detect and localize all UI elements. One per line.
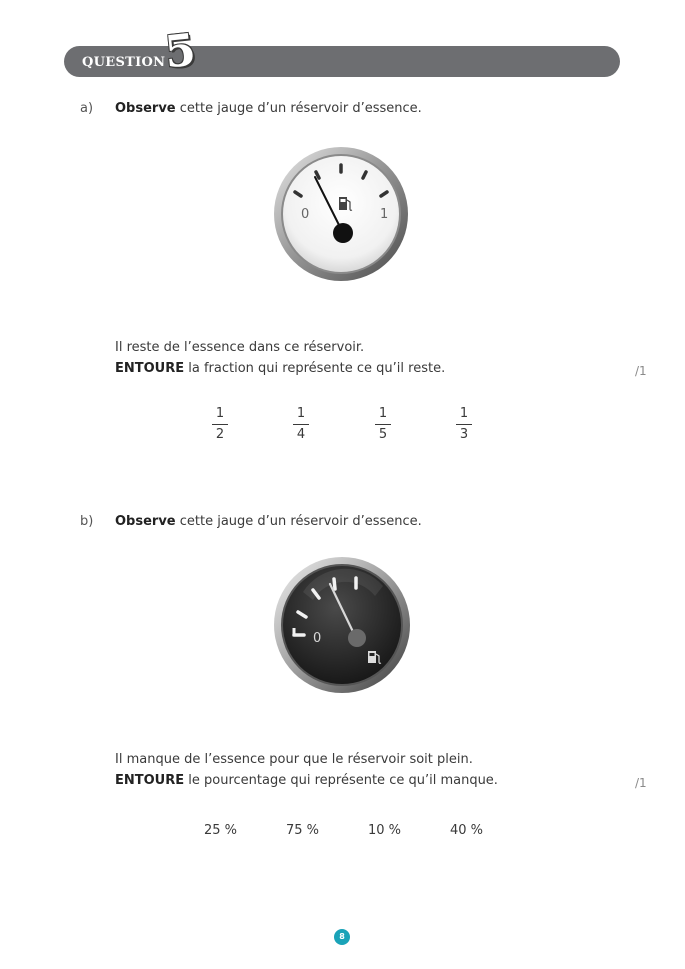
fuel-gauge-a — [273, 145, 409, 283]
fraction-choice-half[interactable] — [210, 406, 230, 442]
gauge-a-label-full: 1 — [380, 207, 389, 222]
part-b-instruction-rest: le pourcentage qui représente ce qu’il manque. — [184, 773, 498, 788]
part-a-intro-bold: Observe — [115, 101, 176, 116]
fraction-numerator: 1 — [378, 406, 388, 421]
fraction-denominator: 4 — [296, 426, 306, 442]
percent-choice-40[interactable]: 40 % — [450, 823, 484, 838]
fuel-gauge-b — [273, 556, 411, 694]
fraction-choice-third[interactable] — [454, 406, 474, 442]
part-a-intro — [115, 101, 422, 116]
part-a-intro-rest: cette jauge d’un réservoir d’essence. — [175, 101, 422, 116]
part-a-instruction-bold: ENTOURE — [115, 361, 185, 376]
part-b-letter: b) — [80, 514, 94, 529]
question-number: 5 — [162, 24, 199, 79]
percent-choice-75[interactable]: 75 % — [286, 823, 320, 838]
percent-choice-25[interactable]: 25 % — [204, 823, 238, 838]
part-a-letter: a) — [80, 101, 94, 116]
fraction-choice-quarter[interactable] — [291, 406, 311, 442]
question-label: QUESTION — [82, 55, 166, 70]
gauge-b-label-empty: 0 — [313, 631, 322, 646]
fraction-denominator: 5 — [378, 426, 388, 442]
fraction-denominator: 2 — [215, 426, 225, 442]
fraction-numerator: 1 — [459, 406, 469, 421]
fraction-denominator: 3 — [459, 426, 469, 442]
fraction-numerator: 1 — [296, 406, 306, 421]
part-a-instruction — [115, 361, 445, 376]
part-b-intro — [115, 514, 422, 529]
part-b-instruction-bold: ENTOURE — [115, 773, 185, 788]
part-b-intro-rest: cette jauge d’un réservoir d’essence. — [175, 514, 422, 529]
percent-choice-10[interactable]: 10 % — [368, 823, 402, 838]
gauge-a-label-empty: 0 — [301, 207, 310, 222]
part-b-intro-bold: Observe — [115, 514, 176, 529]
page-number-badge: 8 — [334, 929, 350, 945]
part-a-score: /1 — [635, 364, 647, 378]
part-a-instruction-rest: la fraction qui représente ce qu’il reste. — [184, 361, 446, 376]
part-b-instruction — [115, 773, 498, 788]
part-b-statement: Il manque de l’essence pour que le réservoir soit plein. — [115, 752, 473, 767]
fraction-choice-fifth[interactable] — [373, 406, 393, 442]
fraction-numerator: 1 — [215, 406, 225, 421]
part-b-score: /1 — [635, 776, 647, 790]
part-a-statement: Il reste de l’essence dans ce réservoir. — [115, 340, 365, 355]
